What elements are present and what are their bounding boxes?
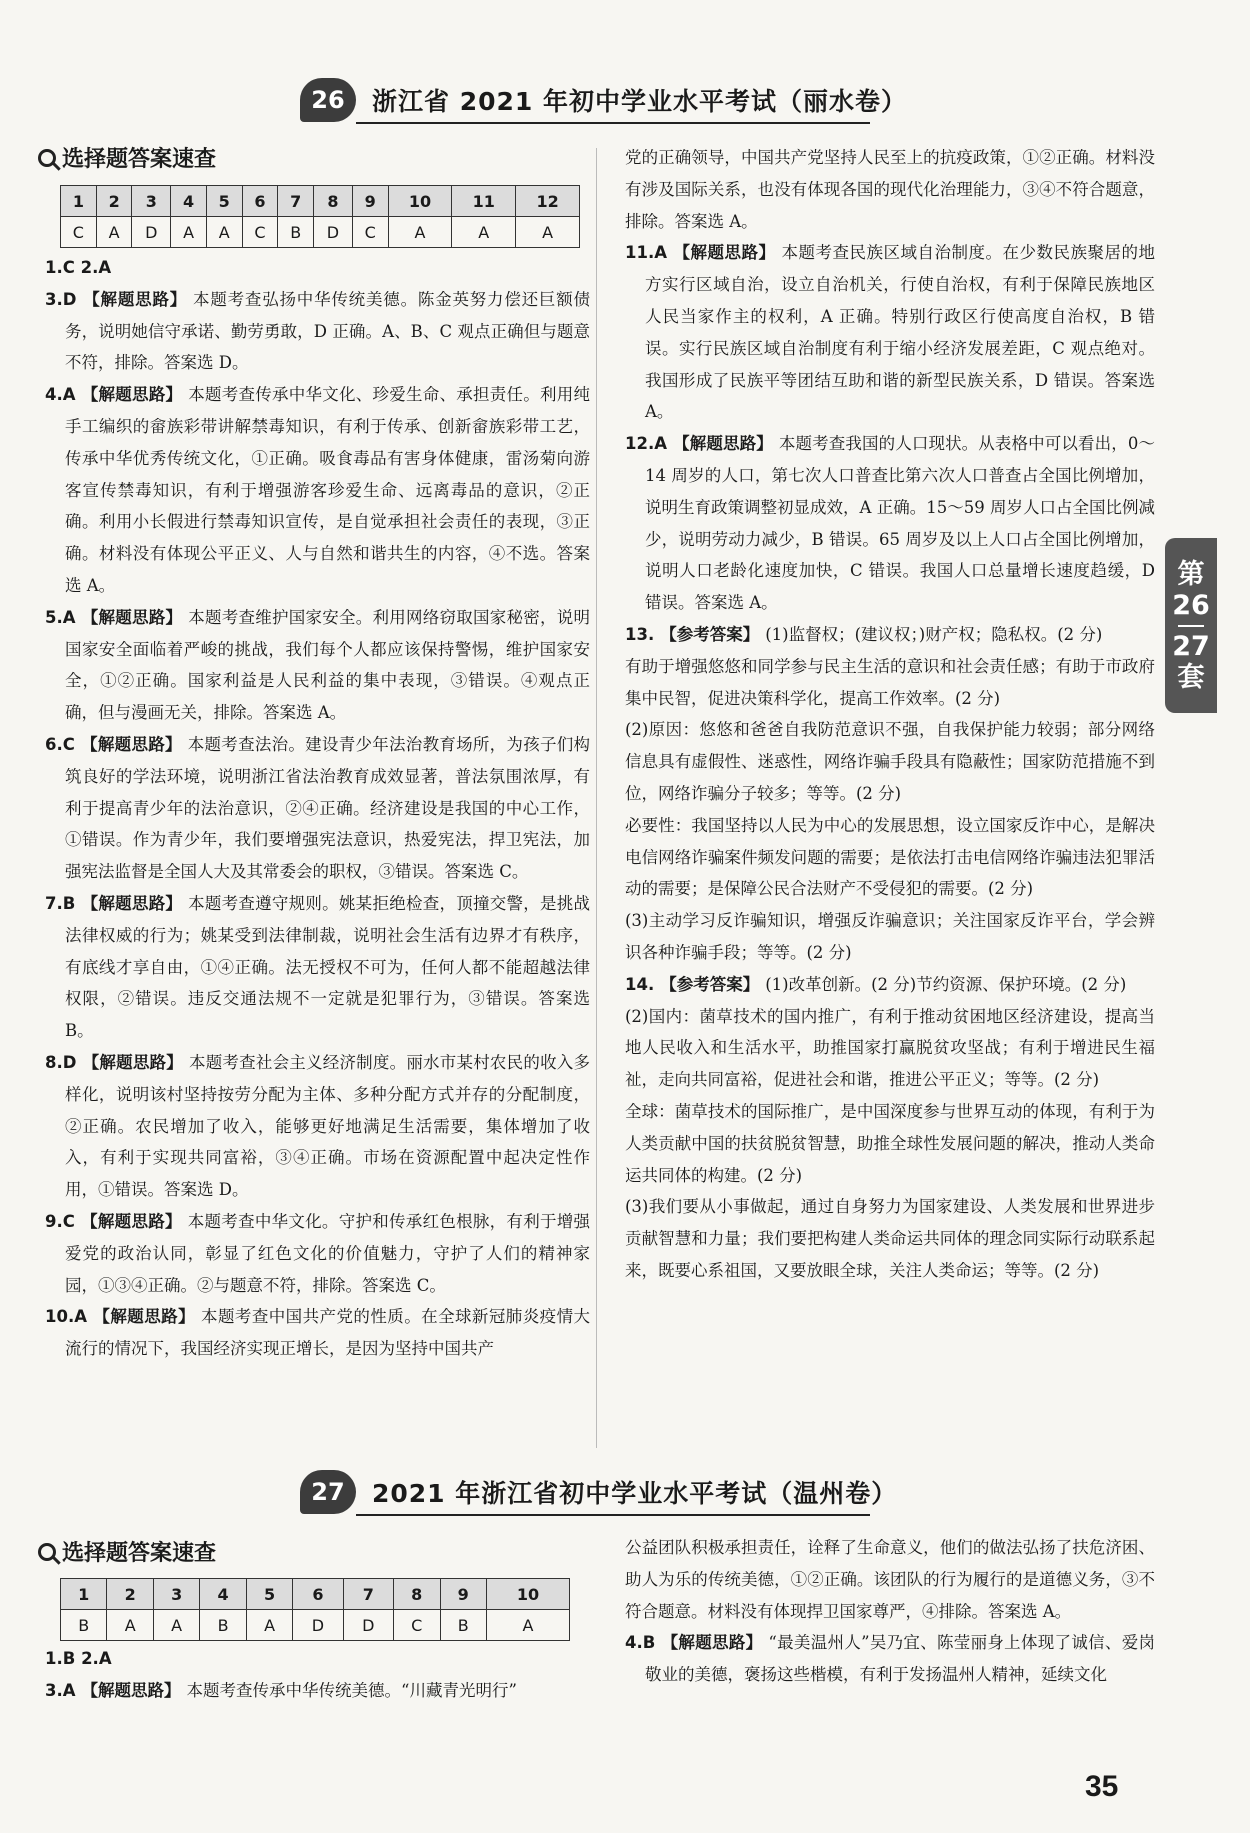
side-tab-prefix: 第 (1177, 558, 1205, 590)
question-number-cell: 4 (200, 1579, 246, 1610)
answer-text: 本题考查遵守规则。姚某拒绝检查，顶撞交警，是挑战法律权威的行为；姚某受到法律制裁，说明社会生活有边界才有秩序，有底线才享自由，①④正确。法无授权不可为，任何人都不能超越法律权限，②错误。违反交通法规不一定就是犯罪行为，③错误。答案选 B。 (65, 893, 591, 1041)
answer-text: (2)原因：悠悠和爸爸自我防范意识不强，自我保护能力较弱；部分网络信息具有虚假性、迷惑性，网络诈骗手段具有隐蔽性；国家防范措施不到位，网络诈骗分子较多；等等。(2 分) (625, 720, 1155, 803)
section26-left-column (45, 252, 590, 1365)
answer-text: 本题考查中华文化。守护和传承红色根脉，有利于增强爱党的政治认同，彰显了红色文化的价值魅力，守护了人们的精神家园，①③④正确。②与题意不符，排除。答案选 C。 (65, 1211, 591, 1295)
answer-item (625, 905, 1155, 969)
side-tab-bottom: 27 (1172, 630, 1210, 662)
answer-item (625, 428, 1155, 619)
answer-text: 公益团队积极承担责任，诠释了生命意义，他们的做法弘扬了扶危济困、助人为乐的传统美德，①②正确。该团队的行为履行的是道德义务，③不符合题意。材料没有体现捍卫国家尊严，④排除。答案选 A。 (625, 1538, 1155, 1621)
answer-text: 党的正确领导，中国共产党坚持人民至上的抗疫政策，①②正确。材料没有涉及国际关系，也没有体现各国的现代化治理能力，③④不符合题意，排除。答案选 A。 (625, 148, 1155, 231)
answer-cell: C (242, 217, 278, 248)
answer-text: 本题考查民族区域自治制度。在少数民族聚居的地方实行区域自治，设立自治机关，行使自治权，有利于保障民族地区人民当家作主的权利，A 正确。特别行政区行使高度自治权，B 错误。实行民族区域自治制度有利于缩小经济发展差距，C 观点绝对。我国形成了民族平等团结互助和谐的新型民族关系，D 错误。答案选 A。 (645, 243, 1155, 422)
answer-cell: D (343, 1610, 393, 1641)
question-number-cell: 7 (343, 1579, 393, 1610)
question-number-cell: 2 (107, 1579, 153, 1610)
question-number-cell: 1 (61, 186, 97, 217)
solution-tag: 【解题思路】 (81, 1680, 181, 1700)
header-rule (356, 122, 870, 124)
question-number-cell: 6 (293, 1579, 343, 1610)
answer-text: 必要性：我国坚持以人民为中心的发展思想，设立国家反诈中心，是解决电信网络诈骗案件频发问题的需要；是依法打击电信网络诈骗违法犯罪活动的需要；是保障公民合法财产不受侵犯的需要。(2 分) (625, 815, 1155, 899)
question-number: 9.C (45, 1211, 75, 1231)
answer-text: (3)主动学习反诈骗知识，增强反诈骗意识；关注国家反诈平台，学会辨识各种诈骗手段；等等。(2 分) (625, 911, 1155, 962)
question-number: 7.B (45, 893, 76, 913)
section27-right-column (625, 1532, 1155, 1691)
answer-item (625, 142, 1155, 237)
answer-cell: A (246, 1610, 292, 1641)
search-icon (38, 149, 56, 167)
question-number-cell: 10 (388, 186, 452, 217)
section-header-27 (300, 1470, 898, 1516)
search-icon (38, 1543, 56, 1561)
answer-cell: D (132, 217, 171, 248)
question-number-cell: 3 (132, 186, 171, 217)
answer-text: 本题考查传承中华文化、珍爱生命、承担责任。利用纯手工编织的畲族彩带讲解禁毒知识，有利于传承、创新畲族彩带工艺，传承中华优秀传统文化，①正确。吸食毒品有害身体健康，雷汤菊向游客宣传禁毒知识，有利于增强游客珍爱生命、远离毒品的意识，②正确。利用小长假进行禁毒知识宣传，是自觉承担社会责任的表现，③正确。材料没有体现公平正义、人与自然和谐共生的内容，④不选。答案选 A。 (65, 385, 591, 595)
section27-left-column (45, 1643, 590, 1707)
answer-item (625, 237, 1155, 428)
question-number: 10.A (45, 1307, 87, 1327)
solution-tag: 【解题思路】 (81, 385, 183, 405)
question-number-cell: 4 (171, 186, 207, 217)
answer-cell: A (107, 1610, 153, 1641)
question-number: 4.B (625, 1633, 656, 1653)
answer-text: 有助于增强悠悠和同学参与民主生活的意识和社会责任感；有助于市政府集中民智，促进决策科学化，提高工作效率。(2 分) (625, 656, 1155, 708)
answer-cell: C (393, 1610, 440, 1641)
answer-item (625, 1096, 1155, 1191)
header-rule (356, 1514, 870, 1516)
question-number-cell: 12 (516, 186, 580, 217)
side-tab-dash (1178, 625, 1204, 627)
solution-tag: 【解题思路】 (661, 1633, 763, 1653)
answer-item (625, 1532, 1155, 1627)
answer-text: 本题考查传承中华传统美德。“川藏青光明行” (186, 1680, 517, 1700)
reference-answer-tag: 【参考答案】 (660, 974, 760, 994)
answer-item (45, 1047, 590, 1206)
answer-item (625, 1191, 1155, 1286)
answer-item (45, 1301, 590, 1365)
reference-answer-tag: 【参考答案】 (660, 624, 760, 644)
answer-text: (1)监督权；(建议权；)财产权；隐私权。(2 分) (765, 624, 1103, 644)
question-number: 12.A (625, 434, 667, 454)
answer-item (45, 602, 590, 729)
side-tab (1165, 538, 1217, 713)
question-number: 13. (625, 624, 655, 644)
answer-cell: B (200, 1610, 246, 1641)
question-number-cell: 6 (242, 186, 278, 217)
answer-text: 本题考查中国共产党的性质。在全球新冠肺炎疫情大流行的情况下，我国经济实现正增长，是因为坚持中国共产 (65, 1307, 591, 1359)
answer-text: 全球：菌草技术的国际推广，是中国深度参与世界互动的体现，有利于为人类贡献中国的扶贫脱贫智慧，助推全球性发展问题的解决，推动人类命运共同体的构建。(2 分) (625, 1101, 1155, 1185)
answer-heading-26 (38, 142, 216, 173)
answer-heading-text: 选择题答案速查 (62, 1541, 217, 1566)
question-number-cell: 8 (393, 1579, 440, 1610)
answer-cell: B (61, 1610, 107, 1641)
section26-right-column (625, 142, 1155, 1287)
question-number: 3.D (45, 289, 77, 309)
answer-text: “最美温州人”吴乃宜、陈莹丽身上体现了诚信、爱岗敬业的美德，褒扬这些楷模，有利于发扬温州人精神，延续文化 (645, 1633, 1156, 1685)
section-number-badge: 27 (300, 1470, 356, 1514)
question-number: 1.B 2.A (45, 1649, 112, 1668)
question-number: 1.C 2.A (45, 258, 112, 277)
solution-tag: 【解题思路】 (93, 1307, 196, 1327)
answer-item (625, 810, 1155, 905)
solution-tag: 【解题思路】 (80, 1211, 182, 1231)
answer-item (45, 729, 590, 888)
answer-text: 本题考查我国的人口现状。从表格中可以看出，0～14 周岁的人口，第七次人口普查比第六次人口普查占全国比例增加，说明生育政策调整初显成效，A 正确。15～59 周岁人口占全国比例减少，说明劳动力减少，B 错误。65 周岁及以上人口占全国比例增加，说明人口老龄化速度加快，C 错误。我国人口总量增长速度趋缓，D 错误。答案选 A。 (645, 434, 1156, 613)
answer-cell: B (278, 217, 314, 248)
answer-text: 本题考查社会主义经济制度。丽水市某村农民的收入多样化，说明该村坚持按劳分配为主体、多种分配方式并存的分配制度，②正确。农民增加了收入，能够更好地满足生活需要，集体增加了收入，有利于实现共同富裕，③④正确。市场在资源配置中起决定性作用，①错误。答案选 D。 (65, 1052, 591, 1200)
answer-item (45, 1206, 590, 1301)
answer-cell: A (452, 217, 516, 248)
answer-item (45, 379, 590, 602)
answer-heading-27 (38, 1536, 216, 1567)
solution-tag: 【解题思路】 (81, 893, 183, 913)
column-divider (596, 148, 597, 1448)
answer-cell: A (388, 217, 452, 248)
answer-cell: D (293, 1610, 343, 1641)
question-number-cell: 8 (314, 186, 353, 217)
question-number-cell: 7 (278, 186, 314, 217)
answer-text: (1)改革创新。(2 分)节约资源、保护环境。(2 分) (765, 974, 1127, 994)
answer-cell: A (206, 217, 242, 248)
question-number: 8.D (45, 1052, 77, 1072)
answer-text: 本题考查法治。建设青少年法治教育场所，为孩子们构筑良好的学法环境，说明浙江省法治教育成效显著，普法氛围浓厚，有利于提高青少年的法治意识，②④正确。经济建设是我国的中心工作，①错误。作为青少年，我们要增强宪法意识，热爱宪法，捍卫宪法，加强宪法监督是全国人大及其常委会的职权，③错误。答案选 C。 (65, 734, 591, 882)
question-number-cell: 9 (352, 186, 388, 217)
section-number-badge: 26 (300, 78, 356, 122)
question-number-cell: 5 (206, 186, 242, 217)
answer-cell: A (486, 1610, 569, 1641)
solution-tag: 【解题思路】 (673, 243, 776, 263)
page-number: 35 (1085, 1770, 1119, 1803)
question-number-cell: 5 (246, 1579, 292, 1610)
answer-item (45, 1643, 590, 1675)
answer-table-27 (60, 1578, 570, 1641)
question-number: 3.A (45, 1680, 76, 1700)
answer-cell: A (516, 217, 580, 248)
solution-tag: 【解题思路】 (81, 607, 183, 627)
answer-item (625, 619, 1155, 651)
question-number-cell: 11 (452, 186, 516, 217)
question-number-cell: 1 (61, 1579, 107, 1610)
answer-text: 本题考查维护国家安全。利用网络窃取国家秘密，说明国家安全面临着严峻的挑战，我们每个人都应该保持警惕，维护国家安全，①②正确。国家利益是人民利益的集中表现，③错误。④观点正确，但与漫画无关，排除。答案选 A。 (65, 607, 591, 723)
section-title: 2021 年浙江省初中学业水平考试（温州卷） (372, 1479, 898, 1508)
answer-cell: A (153, 1610, 199, 1641)
question-number-cell: 2 (96, 186, 132, 217)
question-number-cell: 10 (486, 1579, 569, 1610)
answer-cell: A (96, 217, 132, 248)
section-title: 浙江省 2021 年初中学业水平考试（丽水卷） (372, 87, 907, 116)
answer-table-26 (60, 185, 580, 248)
answer-item (45, 1675, 590, 1707)
answer-item (45, 888, 590, 1047)
answer-item (45, 252, 590, 284)
solution-tag: 【解题思路】 (673, 434, 773, 454)
question-number: 6.C (45, 734, 75, 754)
answer-item (625, 714, 1155, 809)
answer-item (625, 969, 1155, 1001)
question-number: 4.A (45, 385, 76, 405)
side-tab-top: 26 (1172, 589, 1210, 621)
answer-item (625, 651, 1155, 715)
answer-heading-text: 选择题答案速查 (62, 147, 217, 172)
question-number-cell: 9 (440, 1579, 486, 1610)
answer-text: (3)我们要从小事做起，通过自身努力为国家建设、人类发展和世界进步贡献智慧和力量；我们要把构建人类命运共同体的理念同实际行动联系起来，既要心系祖国，又要放眼全球，关注人类命运；等等。(2 分) (625, 1197, 1155, 1280)
side-tab-suffix: 套 (1177, 661, 1205, 693)
question-number: 14. (625, 974, 655, 994)
solution-tag: 【解题思路】 (82, 289, 188, 309)
solution-tag: 【解题思路】 (82, 1052, 183, 1072)
question-number: 11.A (625, 243, 667, 263)
question-number: 5.A (45, 607, 76, 627)
answer-cell: C (61, 217, 97, 248)
answer-cell: D (314, 217, 353, 248)
answer-item (45, 284, 590, 379)
answer-cell: C (352, 217, 388, 248)
answer-item (625, 1001, 1155, 1096)
answer-item (625, 1627, 1155, 1691)
section-header-26 (300, 78, 907, 124)
answer-cell: B (440, 1610, 486, 1641)
question-number-cell: 3 (153, 1579, 199, 1610)
answer-cell: A (171, 217, 207, 248)
solution-tag: 【解题思路】 (80, 734, 182, 754)
answer-text: 本题考查弘扬中华传统美德。陈金英努力偿还巨额债务，说明她信守承诺、勤劳勇敢，D 正确。A、B、C 观点正确但与题意不符，排除。答案选 D。 (65, 289, 591, 373)
answer-text: (2)国内：菌草技术的国内推广，有利于推动贫困地区经济建设，提高当地人民收入和生活水平，助推国家打赢脱贫攻坚战；有利于增进民生福祉，走向共同富裕，促进社会和谐，推进公平正义；等等。(2 分) (625, 1006, 1155, 1090)
